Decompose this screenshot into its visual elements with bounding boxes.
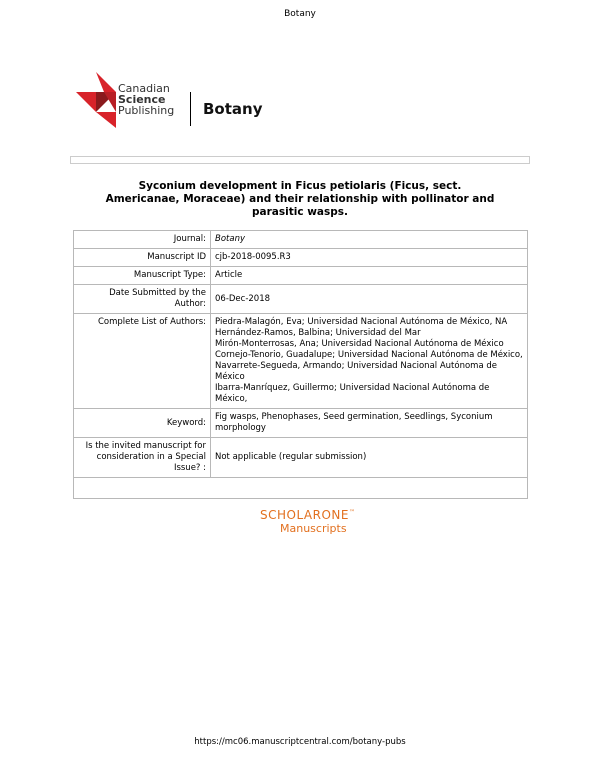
running-head: Botany bbox=[284, 9, 316, 19]
table-row bbox=[74, 285, 528, 314]
journal-label: Journal: bbox=[74, 231, 211, 249]
table-row bbox=[74, 231, 528, 249]
keyword-label: Keyword: bbox=[74, 409, 211, 438]
author-entry: Hernández-Ramos, Balbina; Universidad del Mar bbox=[215, 328, 421, 338]
author-entry: Navarrete-Segueda, Armando; Universidad Nacional Autónoma de México bbox=[215, 361, 497, 382]
manuscript-id-value: cjb-2018-0095.R3 bbox=[211, 249, 528, 267]
logo-divider bbox=[190, 92, 191, 126]
scholarone-logo: SCHOLARONE™ Manuscripts bbox=[260, 508, 356, 535]
author-entry: Mirón-Monterrosas, Ana; Universidad Nacional Autónoma de México bbox=[215, 339, 504, 349]
author-entry: Piedra-Malagón, Eva; Universidad Nacional Autónoma de México, NA bbox=[215, 317, 508, 327]
table-row bbox=[74, 409, 528, 438]
header-rule-box bbox=[70, 156, 530, 164]
table-row bbox=[74, 314, 528, 409]
special-issue-label: Is the invited manuscript for consideration in a Special Issue? : bbox=[74, 438, 211, 478]
publisher-name: Canadian Science Publishing bbox=[118, 82, 175, 117]
date-submitted-value: 06-Dec-2018 bbox=[211, 285, 528, 314]
authors-list bbox=[211, 314, 528, 409]
author-entry: Ibarra-Manríquez, Guillermo; Universidad Nacional Autónoma de México, bbox=[215, 383, 490, 404]
authors-label: Complete List of Authors: bbox=[74, 314, 211, 409]
manuscript-type-label: Manuscript Type: bbox=[74, 267, 211, 285]
date-submitted-label: Date Submitted by the Author: bbox=[74, 285, 211, 314]
author-entry: Cornejo-Tenorio, Guadalupe; Universidad Nacional Autónoma de México, bbox=[215, 350, 523, 360]
logo-journal-name: Botany bbox=[203, 100, 263, 118]
footer-url[interactable]: https://mc06.manuscriptcentral.com/botany-pubs bbox=[194, 737, 406, 747]
table-row bbox=[74, 267, 528, 285]
table-row bbox=[74, 249, 528, 267]
table-row bbox=[74, 438, 528, 478]
publisher-logo bbox=[76, 72, 276, 128]
manuscript-metadata-table bbox=[73, 230, 528, 499]
table-row bbox=[74, 478, 528, 499]
manuscript-type-value: Article bbox=[211, 267, 528, 285]
manuscript-title: Syconium development in Ficus petiolaris (Ficus, sect. Americanae, Moraceae) and their relationship with pollinator and parasitic wasps. bbox=[105, 180, 495, 218]
maple-leaf-icon bbox=[76, 72, 120, 128]
empty-row bbox=[74, 478, 528, 499]
special-issue-value: Not applicable (regular submission) bbox=[211, 438, 528, 478]
manuscript-id-label: Manuscript ID bbox=[74, 249, 211, 267]
journal-value: Botany bbox=[211, 231, 528, 249]
keyword-value: Fig wasps, Phenophases, Seed germination, Seedlings, Syconium morphology bbox=[211, 409, 528, 438]
